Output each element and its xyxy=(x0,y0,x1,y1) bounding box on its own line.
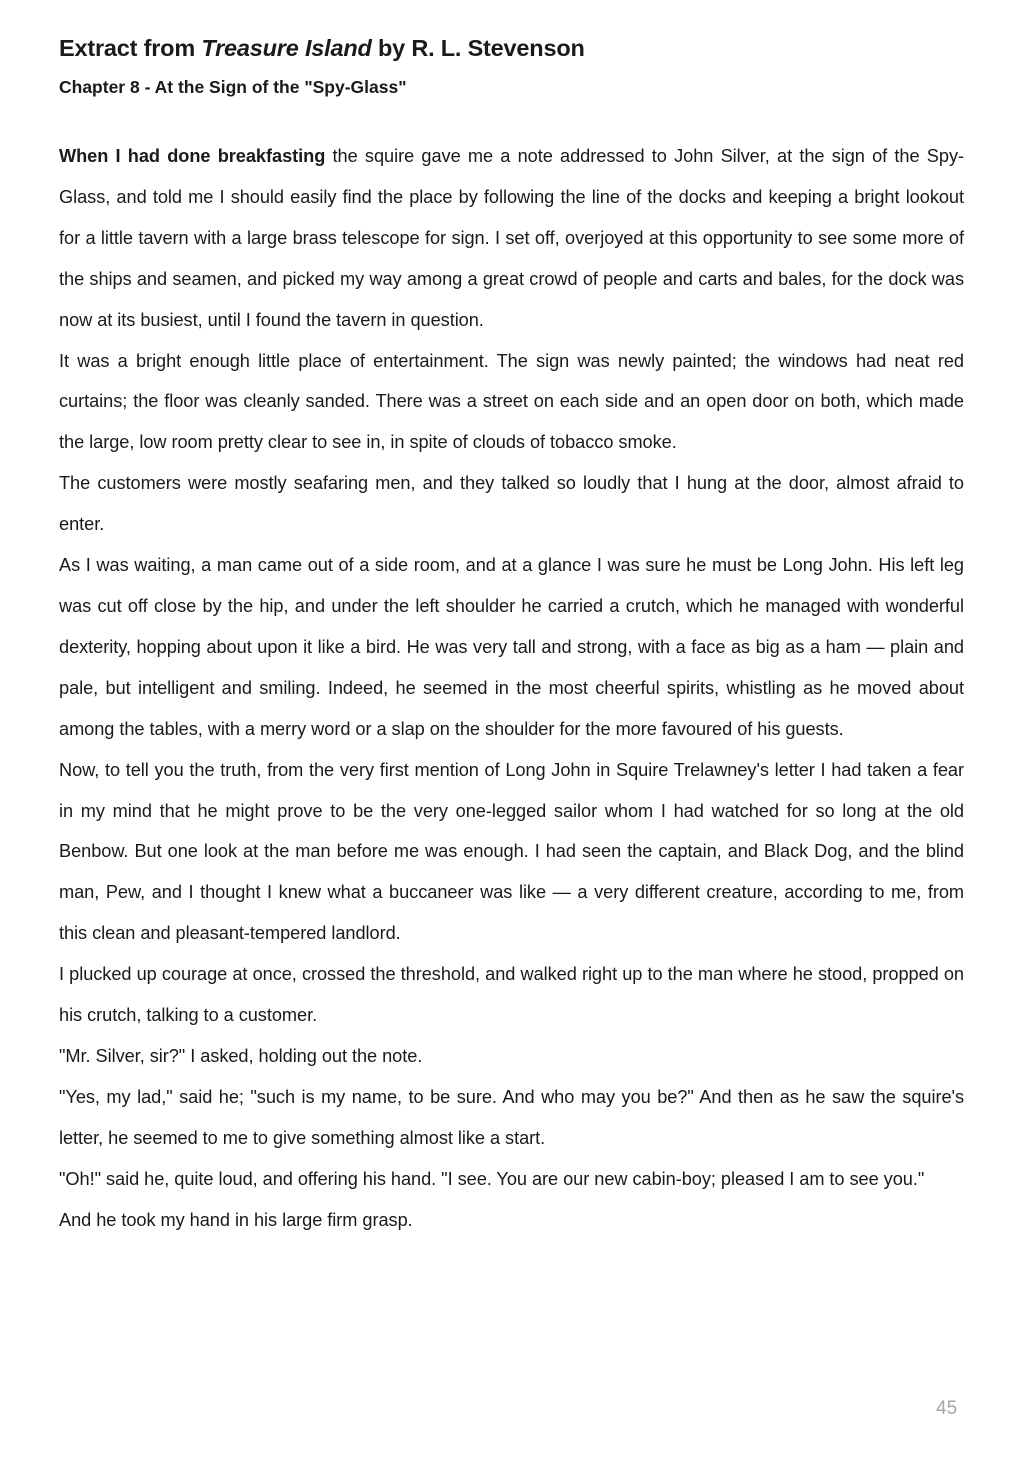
page-number: 45 xyxy=(936,1398,958,1419)
paragraph-4: As I was waiting, a man came out of a side room, and at a glance I was sure he must be Long John. His left leg was cut off close by the hip, and under the left shoulder he carried a crutch, which he managed with wonderful dexterity, hopping about upon it like a bird. He was very tall and strong, with a face as big as a ham — plain and pale, but intelligent and smiling. Indeed, he seemed in the most cheerful spirits, whistling as he moved about among the tables, with a merry word or a slap on the shoulder for the more favoured of his guests. xyxy=(59,555,964,739)
title-author: by R. L. Stevenson xyxy=(371,35,585,61)
book-title: Treasure Island xyxy=(201,35,372,61)
paragraph-8: "Yes, my lad," said he; "such is my name, to be sure. And who may you be?" And then as he saw the squire's letter, he seemed to me to give something almost like a start. xyxy=(59,1086,964,1148)
title-prefix: Extract from xyxy=(59,35,202,61)
paragraph-2: It was a bright enough little place of entertainment. The sign was newly painted; the windows had neat red curtains; the floor was cleanly sanded. There was a street on each side and an open door on both, which made the large, low room pretty clear to see in, in spite of clouds of tobacco smoke. xyxy=(59,350,964,453)
paragraph-text: the squire gave me a note addressed to John Silver, at the sign of the Spy-Glass, and told me I should easily find the place by following the line of the docks and keeping a bright lookout for a little tavern with a large brass telescope for sign. I set off, overjoyed at this opportunity to see some more of the ships and seamen, and picked my way among a great crowd of people and carts and bales, for the dock was now at its busiest, until I found the tavern in question. xyxy=(59,146,964,330)
paragraph-lead: When I had done breakfasting xyxy=(59,146,326,166)
document-page xyxy=(59,30,964,1240)
paragraph-9: "Oh!" said he, quite loud, and offering his hand. "I see. You are our new cabin-boy; pleased I am to see you." xyxy=(59,1168,925,1189)
document-title xyxy=(59,30,964,66)
document-body xyxy=(59,136,964,1240)
paragraph-5: Now, to tell you the truth, from the very first mention of Long John in Squire Trelawney's letter I had taken a fear in my mind that he might prove to be the very one-legged sailor whom I had watched for so long at the old Benbow. But one look at the man before me was enough. I had seen the captain, and Black Dog, and the blind man, Pew, and I thought I knew what a buccaneer was like — a very different creature, according to me, from this clean and pleasant-tempered landlord. xyxy=(59,759,964,944)
chapter-heading: Chapter 8 - At the Sign of the "Spy-Glass" xyxy=(59,77,407,97)
paragraph-7: "Mr. Silver, sir?" I asked, holding out the note. xyxy=(59,1045,423,1066)
paragraph-1 xyxy=(59,136,964,341)
paragraph-3: The customers were mostly seafaring men, and they talked so loudly that I hung at the door, almost afraid to enter. xyxy=(59,473,964,535)
paragraph-6: I plucked up courage at once, crossed the threshold, and walked right up to the man where he stood, propped on his crutch, talking to a customer. xyxy=(59,964,964,1026)
paragraph-10: And he took my hand in his large firm grasp. xyxy=(59,1209,413,1230)
